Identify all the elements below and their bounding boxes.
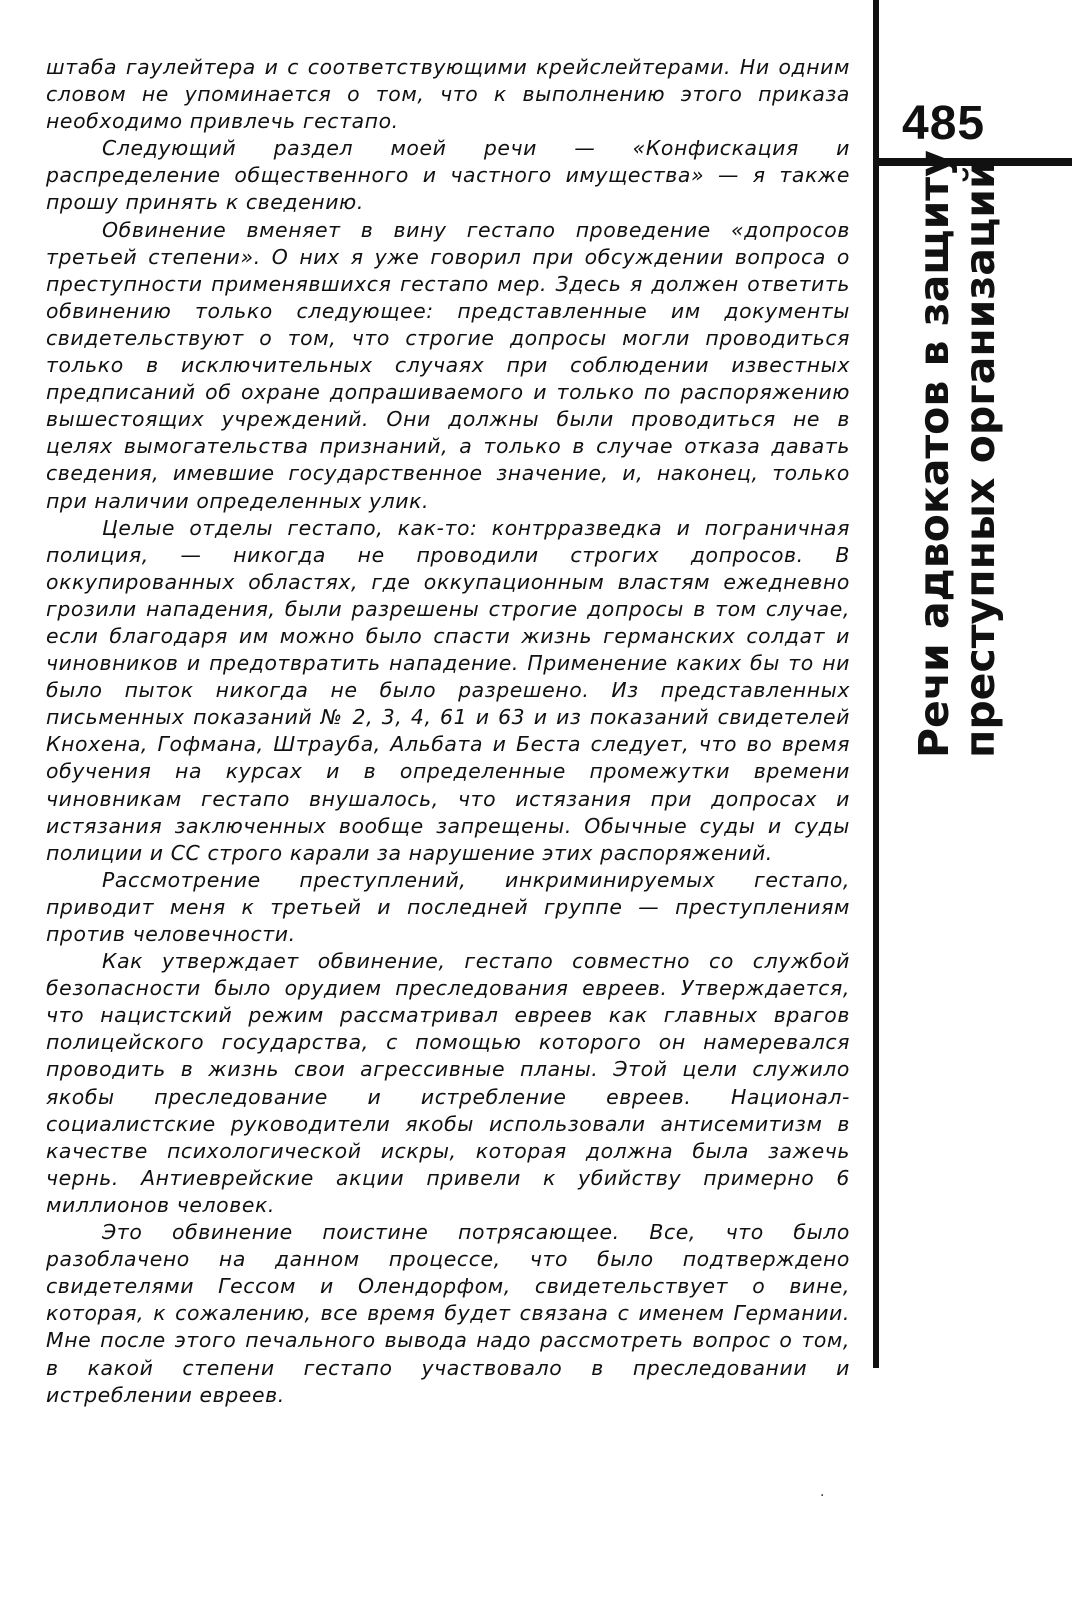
paragraph-continued: штаба гаулейтера и с соответствующими крейслейтерами. Ни одним словом не упоминается о том, что к выполнению этого приказа необходимо привлечь гестапо.	[46, 55, 850, 134]
paragraph: Это обвинение поистине потрясающее. Все, что было разоблачено на данном процессе, что было подтверждено свидетелями Гессом и Олендорфом, свидетельствует о вине, которая, к сожалению, все время будет связана с именем Германии. Мне после этого печального вывода надо рассмотреть вопрос о том, в какой степени гестапо участвовало в преследовании и истреблении евреев.	[46, 1220, 850, 1407]
paragraph: Обвинение вменяет в вину гестапо проведение «допросов третьей степени». О них я уже говорил при обсуждении вопроса о преступности применявшихся гестапо мер. Здесь я должен ответить обвинению только следующее: представленные им документы свидетельствуют о том, что строгие допросы могли проводиться только в исключительных случаях при соблюдении известных предписаний об охране допрашиваемого и только по распоряжению вышестоящих учреждений. Они должны были проводиться не в целях вымогательства признаний, а только в случае отказа давать сведения, имевшие государственное значение, и, наконец, только при наличии определенных улик.	[46, 217, 850, 513]
paragraph: Как утверждает обвинение, гестапо совместно со службой безопасности было орудием преследования евреев. Утверждается, что нацистский режим рассматривал евреев как главных врагов полицейского государства, с помощью которого он намеревался проводить в жизнь свои агрессивные планы. Этой цели служило якобы преследование и истребление евреев. Национал-социалистские руководители якобы использовали антисемитизм в качестве психологической искры, которая должна была зажечь чернь. Антиеврейские акции привели к убийству примерно 6 миллионов человек.	[46, 949, 850, 1217]
running-head-line-2: преступных организаций	[956, 160, 1004, 758]
paragraph: Следующий раздел моей речи — «Конфискация и распределение общественного и частного имущества» — я также прошу принять к сведению.	[46, 136, 850, 215]
paragraph: Рассмотрение преступлений, инкриминируемых гестапо, приводит меня к третьей и последней группе — преступлениям против человечности.	[46, 867, 850, 946]
body-text	[46, 54, 850, 1409]
print-speck: ·	[820, 1488, 825, 1504]
running-head-line-1: Речи адвокатов в защиту	[910, 150, 958, 758]
margin-vertical-rule	[873, 0, 879, 1368]
paragraph: Целые отделы гестапо, как-то: контрразведка и пограничная полиция, — никогда не проводили строгих допросов. В оккупированных областях, где оккупационным властям ежедневно грозили нападения, были разрешены строгие допросы в том случае, если благодаря им можно было спасти жизнь германских солдат и чиновников и предотвратить нападение. Применение каких бы то ни было пыток никогда не было разрешено. Из представленных письменных показаний № 2, 3, 4, 61 и 63 и из показаний свидетелей Кнохена, Гофмана, Штрауба, Альбата и Беста следует, что во время обучения на курсах и в определенные промежутки времени чиновникам гестапо внушалось, что истязания при допросах и истязания заключенных вообще запрещены. Обычные суды и суды полиции и СС строго карали за нарушение этих распоряжений.	[46, 515, 850, 865]
page-number-underline	[873, 158, 1072, 166]
page-number: 485	[902, 97, 986, 150]
